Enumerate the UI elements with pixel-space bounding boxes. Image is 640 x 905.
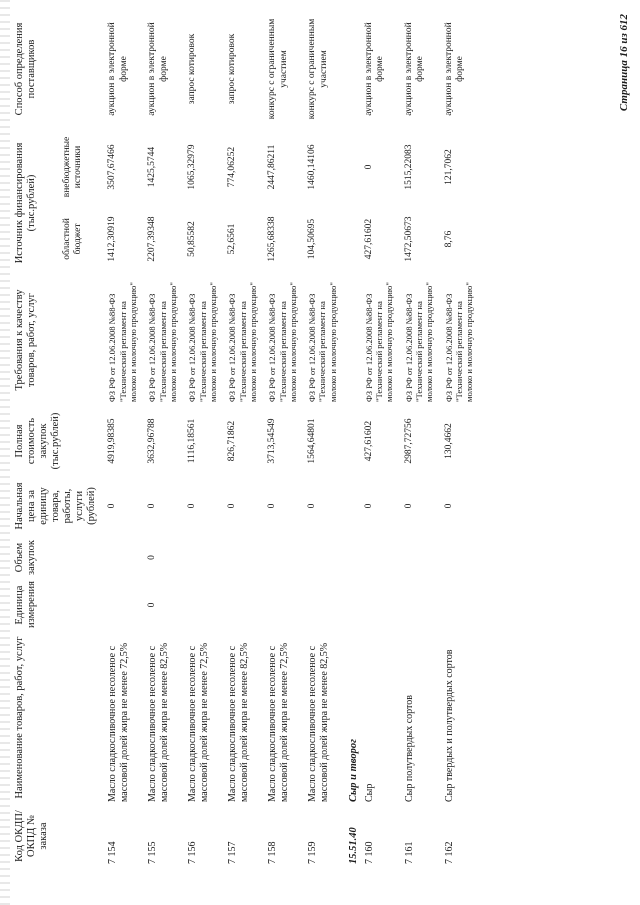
- header-fin-regional: областной бюджет: [61, 218, 83, 260]
- table-row: [184, 7, 224, 867]
- row-requirements: ФЗ РФ от 12.06.2008 №88-ФЗ "Технический регламент на молоко и молочную продукцию": [107, 282, 139, 402]
- row-total-cost: 130,4662: [443, 423, 454, 459]
- header-method: Способ определения поставщиков: [14, 22, 38, 116]
- scan-edge-noise: [0, 0, 10, 905]
- row-volume: [264, 535, 304, 580]
- row-method: конкурс с ограниченным участием: [267, 18, 289, 120]
- row-fin-regional: 52,6561: [227, 223, 238, 255]
- row-fin-extra: 3507,67466: [107, 144, 118, 190]
- row-fin-extra: 774,06252: [227, 146, 238, 188]
- row-unit: [441, 580, 481, 630]
- row-total-cost: 4919,98385: [107, 418, 118, 464]
- row-total-cost: 427,61602: [363, 420, 374, 462]
- row-code: 7 162: [443, 841, 455, 864]
- table-row: [144, 7, 184, 867]
- row-unit-price: 0: [147, 503, 158, 509]
- row-fin-extra: 1065,32979: [187, 144, 198, 190]
- row-total-cost: 826,71862: [227, 420, 238, 462]
- row-total-cost: 1116,18561: [187, 418, 198, 464]
- row-fin-regional: 2207,39348: [147, 216, 158, 262]
- row-unit-price: 0: [107, 503, 118, 509]
- section-code: 15.51.40: [348, 827, 360, 864]
- header-volume: Объем закупок: [14, 540, 38, 575]
- row-unit: [401, 580, 441, 630]
- row-fin-regional: 8,76: [443, 230, 454, 248]
- row-unit: [264, 580, 304, 630]
- row-code: 7 158: [267, 841, 279, 864]
- row-total-cost: 1564,64801: [307, 418, 318, 464]
- row-fin-extra: 1460,14106: [307, 144, 318, 190]
- row-method: аукцион в электронной форме: [107, 22, 129, 116]
- row-requirements: ФЗ РФ от 12.06.2008 №88-ФЗ "Технический регламент на молоко и молочную продукцию": [187, 282, 218, 402]
- row-method: запрос котировок: [187, 33, 198, 105]
- table-body-2: [361, 7, 481, 867]
- row-method: аукцион в электронной форме: [147, 22, 169, 116]
- row-method: аукцион в электронной форме: [443, 22, 465, 116]
- row-unit: [361, 580, 401, 630]
- row-fin-extra: 121,7062: [443, 149, 454, 185]
- row-unit-price: 0: [267, 503, 278, 509]
- header-fin-extra: внебюджетные источники: [61, 136, 83, 198]
- row-name: Масло сладкосливочное несоленое с массовой долей жира не менее 82,5%: [307, 642, 331, 802]
- header-unit-price: Начальная цена за единицу товара, работы, услуги (рублей): [14, 482, 98, 530]
- page-number: Страница 16 из 612: [618, 14, 630, 112]
- table-row: [304, 7, 344, 867]
- header-row: [12, 7, 60, 867]
- row-fin-regional: 1472,50673: [403, 216, 414, 262]
- row-name: Сыр твердых и полутвердых сортов: [443, 649, 455, 802]
- table-row: [104, 7, 144, 867]
- row-fin-regional: 1412,30919: [107, 216, 118, 262]
- section-body: [344, 7, 361, 867]
- row-fin-regional: 50,85582: [187, 221, 198, 257]
- row-volume: [224, 535, 264, 580]
- row-unit: 0: [147, 602, 158, 608]
- row-code: 7 159: [307, 841, 319, 864]
- row-unit: [304, 580, 344, 630]
- row-method: аукцион в электронной форме: [403, 22, 425, 116]
- header-unit: Единица измерения: [14, 581, 38, 628]
- row-volume: [304, 535, 344, 580]
- table-row: [441, 7, 481, 867]
- row-name: Масло сладкосливочное несоленое с массовой долей жира не менее 72,5%: [107, 642, 131, 802]
- row-unit-price: 0: [403, 503, 414, 509]
- row-fin-extra: 1425,5744: [147, 146, 158, 188]
- row-volume: [401, 535, 441, 580]
- header-code: Код ОКДП/ ОКПД № заказа: [14, 810, 50, 862]
- row-total-cost: 2987,72756: [403, 418, 414, 464]
- header-total-cost: Полная стоимость закупок (тыс.рублей): [14, 412, 62, 470]
- row-name: Сыр полутвердых сортов: [403, 694, 415, 802]
- row-total-cost: 3713,54549: [267, 418, 278, 464]
- row-name: Масло сладкосливочное несоленое с массовой долей жира не менее 82,5%: [147, 642, 171, 802]
- row-unit-price: 0: [307, 503, 318, 509]
- row-unit-price: 0: [227, 503, 238, 509]
- row-requirements: ФЗ РФ от 12.06.2008 №88-ФЗ "Технический регламент на молоко и молочную продукцию": [363, 282, 395, 402]
- row-volume: 0: [147, 555, 158, 560]
- table-row: [224, 7, 264, 867]
- table-row: [361, 7, 401, 867]
- row-name: Масло сладкосливочное несоленое с массовой долей жира не менее 72,5%: [267, 642, 291, 802]
- section-row: [344, 7, 361, 867]
- row-code: 7 160: [363, 841, 375, 864]
- row-total-cost: 3632,96788: [147, 418, 158, 464]
- row-unit-price: 0: [443, 503, 454, 509]
- row-code: 7 161: [403, 841, 415, 864]
- row-volume: [104, 535, 144, 580]
- row-code: 7 154: [107, 841, 119, 864]
- row-fin-extra: 1515,22083: [403, 144, 414, 190]
- header-requirements: Требования к качеству товаров, работ, услуг: [14, 289, 38, 391]
- table-row: [264, 7, 304, 867]
- header-name: Наименование товаров, работ, услуг: [14, 636, 25, 799]
- row-unit: [104, 580, 144, 630]
- table-body: [104, 7, 344, 867]
- row-unit-price: 0: [363, 503, 374, 509]
- row-requirements: ФЗ РФ от 12.06.2008 №88-ФЗ "Технический регламент на молоко и молочную продукцию": [267, 282, 298, 402]
- row-unit: [184, 580, 224, 630]
- row-fin-regional: 104,50695: [307, 218, 318, 260]
- procurement-table: [12, 7, 480, 867]
- row-name: Масло сладкосливочное несоленое с массовой долей жира не менее 82,5%: [227, 642, 251, 802]
- row-requirements: ФЗ РФ от 12.06.2008 №88-ФЗ "Технический регламент на молоко и молочную продукцию": [443, 282, 475, 402]
- row-method: аукцион в электронной форме: [363, 22, 386, 116]
- row-code: 7 157: [227, 841, 239, 864]
- row-requirements: ФЗ РФ от 12.06.2008 №88-ФЗ "Технический регламент на молоко и молочную продукцию": [403, 282, 435, 402]
- row-requirements: ФЗ РФ от 12.06.2008 №88-ФЗ "Технический регламент на молоко и молочную продукцию": [147, 282, 178, 402]
- row-name: Сыр: [363, 783, 375, 802]
- row-name: Масло сладкосливочное несоленое с массовой долей жира не менее 72,5%: [187, 642, 211, 802]
- row-fin-extra: 2447,86211: [267, 144, 278, 190]
- row-fin-regional: 427,61602: [363, 218, 374, 260]
- row-unit-price: 0: [187, 503, 198, 509]
- row-fin-regional: 1265,68338: [267, 216, 278, 262]
- row-requirements: ФЗ РФ от 12.06.2008 №88-ФЗ "Технический регламент на молоко и молочную продукцию": [307, 282, 338, 402]
- section-name: Сыр и творог: [348, 739, 360, 802]
- row-requirements: ФЗ РФ от 12.06.2008 №88-ФЗ "Технический регламент на молоко и молочную продукцию": [227, 282, 258, 402]
- row-code: 7 156: [187, 841, 199, 864]
- row-code: 7 155: [147, 841, 159, 864]
- table-row: [401, 7, 441, 867]
- row-method: запрос котировок: [227, 33, 238, 105]
- row-fin-extra: 0: [363, 164, 374, 170]
- row-volume: [441, 535, 481, 580]
- row-volume: [184, 535, 224, 580]
- header-financing: Источник финансирования (тыс.рублей): [14, 142, 38, 264]
- row-unit: [224, 580, 264, 630]
- row-volume: [361, 535, 401, 580]
- row-method: конкурс с ограниченным участием: [307, 18, 329, 120]
